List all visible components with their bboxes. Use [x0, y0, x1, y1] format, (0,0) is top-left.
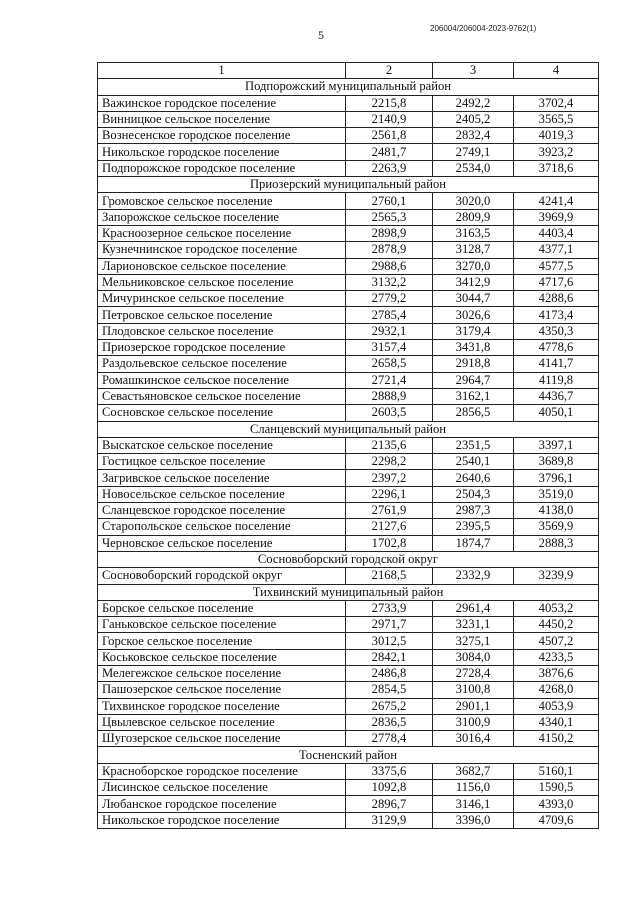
value-cell: 2749,1 [433, 144, 514, 160]
table-row [98, 714, 599, 730]
settlement-name: Шугозерское сельское поселение [98, 731, 346, 747]
settlement-name: Сланцевское городское поселение [98, 503, 346, 519]
value-cell: 1156,0 [433, 780, 514, 796]
value-cell: 4173,4 [514, 307, 599, 323]
value-cell: 3020,0 [433, 193, 514, 209]
value-cell: 4350,3 [514, 323, 599, 339]
value-cell: 3689,8 [514, 454, 599, 470]
table-row [98, 649, 599, 665]
settlement-name: Плодовское сельское поселение [98, 323, 346, 339]
value-cell: 2901,1 [433, 698, 514, 714]
table-row [98, 95, 599, 111]
document-id: 206004/206004-2023-9762(1) [430, 24, 537, 33]
value-cell: 2127,6 [346, 519, 433, 535]
value-cell: 3876,6 [514, 665, 599, 681]
value-cell: 4053,9 [514, 698, 599, 714]
value-cell: 2298,2 [346, 454, 433, 470]
value-cell: 3796,1 [514, 470, 599, 486]
table-row [98, 568, 599, 584]
settlement-name: Ларионовское сельское поселение [98, 258, 346, 274]
value-cell: 1092,8 [346, 780, 433, 796]
value-cell: 3682,7 [433, 763, 514, 779]
value-cell: 3718,6 [514, 160, 599, 176]
settlement-name: Мельниковское сельское поселение [98, 274, 346, 290]
value-cell: 3270,0 [433, 258, 514, 274]
value-cell: 2658,5 [346, 356, 433, 372]
value-cell: 5160,1 [514, 763, 599, 779]
table-row [98, 812, 599, 828]
table-row [98, 535, 599, 551]
value-cell: 3128,7 [433, 242, 514, 258]
value-cell: 3396,0 [433, 812, 514, 828]
table-row [98, 340, 599, 356]
value-cell: 2932,1 [346, 323, 433, 339]
value-cell: 2854,5 [346, 682, 433, 698]
value-cell: 2215,8 [346, 95, 433, 111]
value-cell: 2565,3 [346, 209, 433, 225]
settlement-name: Никольское городское поселение [98, 144, 346, 160]
value-cell: 2842,1 [346, 649, 433, 665]
value-cell: 4717,6 [514, 274, 599, 290]
table-row [98, 258, 599, 274]
table-row [98, 633, 599, 649]
value-cell: 1702,8 [346, 535, 433, 551]
value-cell: 3431,8 [433, 340, 514, 356]
settlement-name: Раздольевское сельское поселение [98, 356, 346, 372]
value-cell: 2987,3 [433, 503, 514, 519]
value-cell: 1590,5 [514, 780, 599, 796]
value-cell: 3146,1 [433, 796, 514, 812]
table-row [98, 388, 599, 404]
settlement-name: Никольское городское поселение [98, 812, 346, 828]
settlement-name: Кузнечнинское городское поселение [98, 242, 346, 258]
value-cell: 2785,4 [346, 307, 433, 323]
table-row [98, 600, 599, 616]
value-cell: 4450,2 [514, 617, 599, 633]
value-cell: 2721,4 [346, 372, 433, 388]
value-cell: 3132,2 [346, 274, 433, 290]
table-header-row [98, 63, 599, 79]
value-cell: 4268,0 [514, 682, 599, 698]
section-title: Подпорожский муниципальный район [98, 79, 599, 95]
settlement-name: Важинское городское поселение [98, 95, 346, 111]
value-cell: 4778,6 [514, 340, 599, 356]
table-row [98, 486, 599, 502]
value-cell: 4019,3 [514, 128, 599, 144]
value-cell: 4403,4 [514, 225, 599, 241]
settlement-name: Новосельское сельское поселение [98, 486, 346, 502]
table-row [98, 274, 599, 290]
value-cell: 3129,9 [346, 812, 433, 828]
value-cell: 3157,4 [346, 340, 433, 356]
value-cell: 4577,5 [514, 258, 599, 274]
value-cell: 4436,7 [514, 388, 599, 404]
value-cell: 3923,2 [514, 144, 599, 160]
value-cell: 2603,5 [346, 405, 433, 421]
table-row [98, 356, 599, 372]
table-row [98, 617, 599, 633]
settlement-name: Цвылевское сельское поселение [98, 714, 346, 730]
value-cell: 4507,2 [514, 633, 599, 649]
value-cell: 2988,6 [346, 258, 433, 274]
value-cell: 2964,7 [433, 372, 514, 388]
column-header: 3 [433, 63, 514, 79]
value-cell: 2961,4 [433, 600, 514, 616]
settlement-name: Красноборское городское поселение [98, 763, 346, 779]
section-row [98, 79, 599, 95]
value-cell: 4141,7 [514, 356, 599, 372]
value-cell: 2896,7 [346, 796, 433, 812]
page-number: 5 [318, 28, 324, 42]
table-row [98, 323, 599, 339]
value-cell: 2504,3 [433, 486, 514, 502]
value-cell: 2809,9 [433, 209, 514, 225]
value-cell: 4288,6 [514, 291, 599, 307]
settlement-name: Пашозерское сельское поселение [98, 682, 346, 698]
value-cell: 3044,7 [433, 291, 514, 307]
value-cell: 2971,7 [346, 617, 433, 633]
value-cell: 3239,9 [514, 568, 599, 584]
settlement-name: Старопольское сельское поселение [98, 519, 346, 535]
table-row [98, 796, 599, 812]
value-cell: 3569,9 [514, 519, 599, 535]
value-cell: 2486,8 [346, 665, 433, 681]
value-cell: 4709,6 [514, 812, 599, 828]
table-row [98, 242, 599, 258]
settlement-name: Загривское сельское поселение [98, 470, 346, 486]
value-cell: 4138,0 [514, 503, 599, 519]
value-cell: 2561,8 [346, 128, 433, 144]
value-cell: 3275,1 [433, 633, 514, 649]
value-cell: 3100,9 [433, 714, 514, 730]
value-cell: 3179,4 [433, 323, 514, 339]
value-cell: 2135,6 [346, 437, 433, 453]
value-cell: 2761,9 [346, 503, 433, 519]
settlement-name: Коськовское сельское поселение [98, 649, 346, 665]
settlement-name: Запорожское сельское поселение [98, 209, 346, 225]
section-row [98, 747, 599, 763]
table-row [98, 307, 599, 323]
settlement-name: Ганьковское сельское поселение [98, 617, 346, 633]
value-cell: 3012,5 [346, 633, 433, 649]
value-cell: 2395,5 [433, 519, 514, 535]
value-cell: 2332,9 [433, 568, 514, 584]
value-cell: 2397,2 [346, 470, 433, 486]
value-cell: 2779,2 [346, 291, 433, 307]
value-cell: 2140,9 [346, 111, 433, 127]
section-title: Тихвинский муниципальный район [98, 584, 599, 600]
value-cell: 3016,4 [433, 731, 514, 747]
value-cell: 2168,5 [346, 568, 433, 584]
settlement-name: Борское сельское поселение [98, 600, 346, 616]
table-row [98, 405, 599, 421]
section-row [98, 421, 599, 437]
value-cell: 3231,1 [433, 617, 514, 633]
value-cell: 2534,0 [433, 160, 514, 176]
table-row [98, 160, 599, 176]
settlement-name: Мичуринское сельское поселение [98, 291, 346, 307]
settlement-name: Красноозерное сельское поселение [98, 225, 346, 241]
table-row [98, 503, 599, 519]
settlement-name: Горское сельское поселение [98, 633, 346, 649]
table-row [98, 193, 599, 209]
settlement-name: Сосновское сельское поселение [98, 405, 346, 421]
table-row [98, 780, 599, 796]
value-cell: 2351,5 [433, 437, 514, 453]
settlement-name: Черновское сельское поселение [98, 535, 346, 551]
value-cell: 3397,1 [514, 437, 599, 453]
settlement-name: Выскатское сельское поселение [98, 437, 346, 453]
table-row [98, 731, 599, 747]
table-row [98, 682, 599, 698]
value-cell: 2640,6 [433, 470, 514, 486]
settlement-name: Подпорожское городское поселение [98, 160, 346, 176]
value-cell: 3163,5 [433, 225, 514, 241]
value-cell: 2918,8 [433, 356, 514, 372]
value-cell: 2492,2 [433, 95, 514, 111]
column-header: 1 [98, 63, 346, 79]
value-cell: 3162,1 [433, 388, 514, 404]
value-cell: 2856,5 [433, 405, 514, 421]
value-cell: 2778,4 [346, 731, 433, 747]
value-cell: 2832,4 [433, 128, 514, 144]
settlement-name: Гостицкое сельское поселение [98, 454, 346, 470]
column-header: 2 [346, 63, 433, 79]
value-cell: 3969,9 [514, 209, 599, 225]
section-title: Приозерский муниципальный район [98, 177, 599, 193]
table-row [98, 437, 599, 453]
value-cell: 2760,1 [346, 193, 433, 209]
value-cell: 2888,9 [346, 388, 433, 404]
value-cell: 2878,9 [346, 242, 433, 258]
section-row [98, 177, 599, 193]
value-cell: 2405,2 [433, 111, 514, 127]
value-cell: 3026,6 [433, 307, 514, 323]
value-cell: 4393,0 [514, 796, 599, 812]
value-cell: 3375,6 [346, 763, 433, 779]
table-row [98, 111, 599, 127]
table-row [98, 372, 599, 388]
value-cell: 2263,9 [346, 160, 433, 176]
table-row [98, 454, 599, 470]
settlement-name: Винницкое сельское поселение [98, 111, 346, 127]
table-row [98, 698, 599, 714]
value-cell: 4150,2 [514, 731, 599, 747]
value-cell: 2675,2 [346, 698, 433, 714]
table-row [98, 128, 599, 144]
value-cell: 4119,8 [514, 372, 599, 388]
settlement-name: Лисинское сельское поселение [98, 780, 346, 796]
value-cell: 4377,1 [514, 242, 599, 258]
value-cell: 3519,0 [514, 486, 599, 502]
section-title: Тосненский район [98, 747, 599, 763]
value-cell: 3412,9 [433, 274, 514, 290]
value-cell: 4050,1 [514, 405, 599, 421]
table-row [98, 209, 599, 225]
value-cell: 2888,3 [514, 535, 599, 551]
column-header: 4 [514, 63, 599, 79]
value-cell: 2481,7 [346, 144, 433, 160]
settlement-name: Сосновоборский городской округ [98, 568, 346, 584]
settlement-name: Приозерское городское поселение [98, 340, 346, 356]
section-title: Сланцевский муниципальный район [98, 421, 599, 437]
section-row [98, 584, 599, 600]
data-table [97, 62, 599, 829]
settlement-name: Тихвинское городское поселение [98, 698, 346, 714]
value-cell: 1874,7 [433, 535, 514, 551]
settlement-name: Севастьяновское сельское поселение [98, 388, 346, 404]
value-cell: 4053,2 [514, 600, 599, 616]
table-row [98, 519, 599, 535]
value-cell: 2296,1 [346, 486, 433, 502]
value-cell: 3100,8 [433, 682, 514, 698]
settlement-name: Любанское городское поселение [98, 796, 346, 812]
value-cell: 3565,5 [514, 111, 599, 127]
table-row [98, 665, 599, 681]
value-cell: 4241,4 [514, 193, 599, 209]
table-row [98, 144, 599, 160]
value-cell: 4233,5 [514, 649, 599, 665]
table-row [98, 470, 599, 486]
section-title: Сосновоборский городской округ [98, 551, 599, 567]
table-row [98, 225, 599, 241]
value-cell: 3084,0 [433, 649, 514, 665]
settlement-name: Громовское сельское поселение [98, 193, 346, 209]
table-row [98, 763, 599, 779]
settlement-name: Петровское сельское поселение [98, 307, 346, 323]
value-cell: 2836,5 [346, 714, 433, 730]
value-cell: 2733,9 [346, 600, 433, 616]
value-cell: 2540,1 [433, 454, 514, 470]
section-row [98, 551, 599, 567]
value-cell: 4340,1 [514, 714, 599, 730]
value-cell: 3702,4 [514, 95, 599, 111]
value-cell: 2728,4 [433, 665, 514, 681]
table-row [98, 291, 599, 307]
settlement-name: Вознесенское городское поселение [98, 128, 346, 144]
settlement-name: Ромашкинское сельское поселение [98, 372, 346, 388]
value-cell: 2898,9 [346, 225, 433, 241]
settlement-name: Мелегежское сельское поселение [98, 665, 346, 681]
